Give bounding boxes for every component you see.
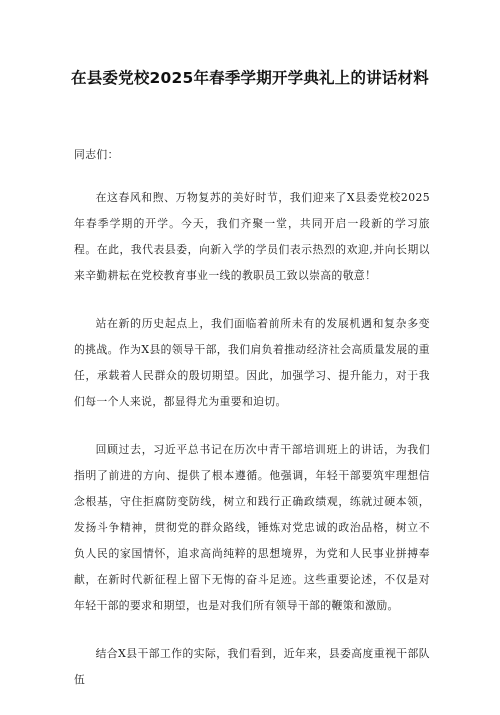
paragraph-3: 回顾过去，习近平总书记在历次中青干部培训班上的讲话，为我们指明了前进的方向、提供了根本遵循。他强调，年轻干部要筑牢理想信念根基，守住拒腐防变防线，树立和践行正确政绩观，练就过硬本领，发扬斗争精神，贯彻党的群众路线，锤炼对党忠诚的政治品格，树立不负人民的家国情怀，追求高尚纯粹的思想境界，为党和人民事业拼搏奉献，在新时代新征程上留下无悔的奋斗足迹。这些重要论述，不仅是对年轻干部的要求和期望，也是对我们所有领导干部的鞭策和激励。 — [74, 443, 430, 612]
paragraph-2: 站在新的历史起点上，我们面临着前所未有的发展机遇和复杂多变的挑战。作为X县的领导干部，我们肩负着推动经济社会高质量发展的重任，承载着人民群众的殷切期望。因此，加强学习、提升能力，对于我们每一个人来说，都显得尤为重要和迫切。 — [74, 317, 430, 408]
paragraph-4: 结合X县干部工作的实际，我们看到，近年来，县委高度重视干部队伍 — [74, 647, 430, 686]
document-body — [74, 142, 430, 715]
salutation: 同志们： — [74, 148, 119, 161]
document-title: 在县委党校2025年春季学期开学典礼上的讲话材料 — [71, 69, 429, 87]
paragraph-1: 在这春风和煦、万物复苏的美好时节，我们迎来了X县委党校2025年春季学期的开学。今天，我们齐聚一堂，共同开启一段新的学习旅程。在此，我代表县委，向新入学的学员们表示热烈的欢迎,并向长期以来辛勤耕耘在党校教育事业一线的教职员工致以崇高的敬意！ — [74, 191, 430, 282]
